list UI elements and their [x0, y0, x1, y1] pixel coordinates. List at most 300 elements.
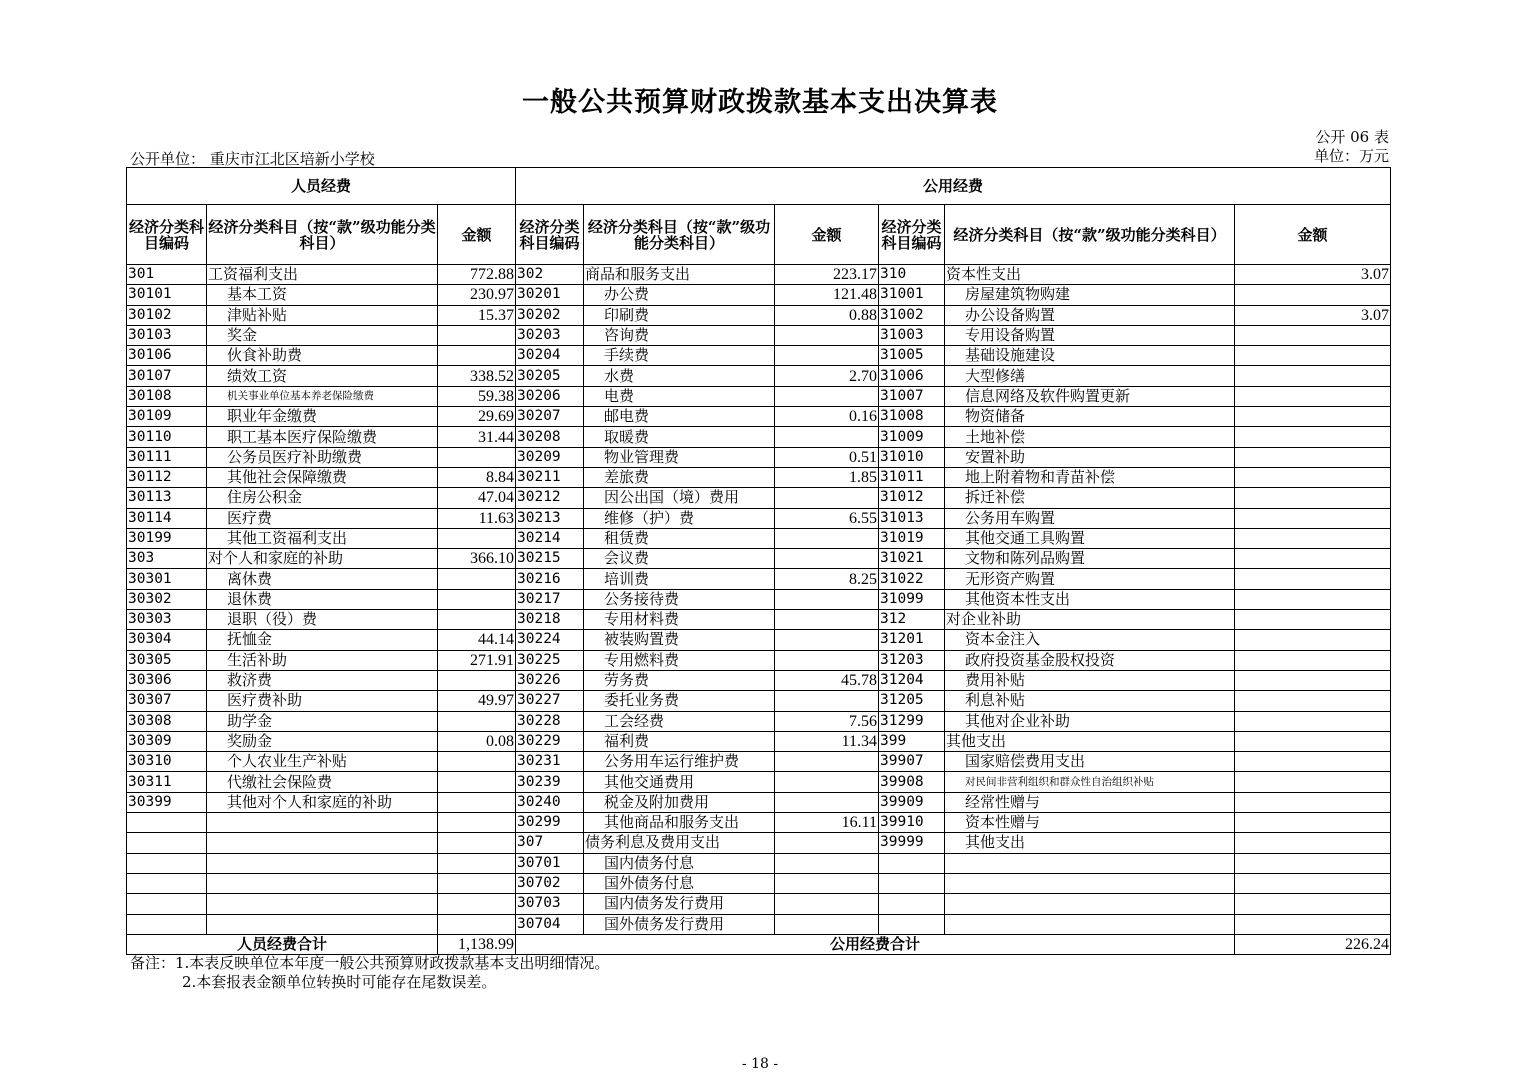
- personnel-code: 30111: [127, 447, 207, 467]
- personnel-total-label: 人员经费合计: [127, 934, 438, 954]
- table-row: [127, 792, 1391, 812]
- personnel-code: 30399: [127, 792, 207, 812]
- public-amount: 0.88: [775, 305, 879, 325]
- public-code: 30224: [516, 630, 584, 650]
- table-row: [127, 691, 1391, 711]
- personnel-code: 30110: [127, 427, 207, 447]
- capital-code: [879, 894, 945, 914]
- personnel-name: 奖金: [207, 325, 438, 345]
- capital-code: 31011: [879, 467, 945, 487]
- personnel-code: 30109: [127, 407, 207, 427]
- table-row: [127, 853, 1391, 873]
- capital-amount: [1235, 853, 1391, 873]
- capital-code: 31021: [879, 549, 945, 569]
- capital-name: 其他交通工具购置: [945, 528, 1235, 548]
- personnel-name: [207, 833, 438, 853]
- capital-amount: [1235, 670, 1391, 690]
- personnel-amount: [438, 813, 516, 833]
- table-row: [127, 813, 1391, 833]
- public-amount: 121.48: [775, 285, 879, 305]
- personnel-code: 301: [127, 265, 207, 285]
- personnel-code: [127, 873, 207, 893]
- public-code: 30231: [516, 752, 584, 772]
- capital-code: 39908: [879, 772, 945, 792]
- personnel-name: 机关事业单位基本养老保险缴费: [207, 386, 438, 406]
- org-label: 公开单位： 重庆市江北区培新小学校: [130, 150, 375, 168]
- personnel-amount: [438, 752, 516, 772]
- personnel-name: 其他对个人和家庭的补助: [207, 792, 438, 812]
- totals-row: [127, 934, 1391, 954]
- capital-name: 信息网络及软件购置更新: [945, 386, 1235, 406]
- personnel-amount: [438, 853, 516, 873]
- public-code: 30216: [516, 569, 584, 589]
- capital-amount: [1235, 488, 1391, 508]
- header-amount: 金额: [775, 205, 879, 265]
- personnel-total-value: 1,138.99: [438, 934, 516, 954]
- personnel-amount: [438, 914, 516, 934]
- table-row: [127, 873, 1391, 893]
- personnel-name: 津贴补贴: [207, 305, 438, 325]
- capital-amount: [1235, 752, 1391, 772]
- personnel-code: [127, 853, 207, 873]
- personnel-code: 30306: [127, 670, 207, 690]
- capital-name: [945, 853, 1235, 873]
- note-line: 备注：1.本表反映单位本年度一般公共预算财政拨款基本支出明细情况。: [130, 954, 610, 972]
- public-name: 劳务费: [584, 670, 775, 690]
- capital-code: 31012: [879, 488, 945, 508]
- capital-name: 办公设备购置: [945, 305, 1235, 325]
- capital-code: 31009: [879, 427, 945, 447]
- capital-amount: [1235, 873, 1391, 893]
- personnel-amount: [438, 528, 516, 548]
- public-code: 302: [516, 265, 584, 285]
- table-row: [127, 528, 1391, 548]
- public-code: 30208: [516, 427, 584, 447]
- capital-code: 31001: [879, 285, 945, 305]
- personnel-name: 退休费: [207, 589, 438, 609]
- capital-amount: [1235, 386, 1391, 406]
- personnel-amount: 59.38: [438, 386, 516, 406]
- capital-name: 政府投资基金股权投资: [945, 650, 1235, 670]
- public-code: 30209: [516, 447, 584, 467]
- public-amount: 11.34: [775, 731, 879, 751]
- personnel-code: 30304: [127, 630, 207, 650]
- public-name: 税金及附加费用: [584, 792, 775, 812]
- public-name: 咨询费: [584, 325, 775, 345]
- capital-name: 专用设备购置: [945, 325, 1235, 345]
- table-row: [127, 711, 1391, 731]
- public-amount: 6.55: [775, 508, 879, 528]
- capital-amount: [1235, 467, 1391, 487]
- personnel-name: [207, 914, 438, 934]
- personnel-name: 职业年金缴费: [207, 407, 438, 427]
- header-code: 经济分类科目编码: [879, 205, 945, 265]
- personnel-code: 30108: [127, 386, 207, 406]
- public-amount: 8.25: [775, 569, 879, 589]
- public-amount: [775, 873, 879, 893]
- capital-code: 39907: [879, 752, 945, 772]
- public-name: 公务接待费: [584, 589, 775, 609]
- table-row: [127, 549, 1391, 569]
- personnel-code: 30303: [127, 610, 207, 630]
- capital-amount: [1235, 549, 1391, 569]
- public-amount: [775, 549, 879, 569]
- personnel-name: 离休费: [207, 569, 438, 589]
- capital-name: 国家赔偿费用支出: [945, 752, 1235, 772]
- capital-name: 拆迁补偿: [945, 488, 1235, 508]
- personnel-name: 抚恤金: [207, 630, 438, 650]
- public-amount: [775, 589, 879, 609]
- capital-amount: [1235, 447, 1391, 467]
- table-row: [127, 325, 1391, 345]
- capital-amount: [1235, 407, 1391, 427]
- public-name: 其他交通费用: [584, 772, 775, 792]
- public-code: 30239: [516, 772, 584, 792]
- personnel-code: 30101: [127, 285, 207, 305]
- capital-amount: [1235, 731, 1391, 751]
- capital-name: 无形资产购置: [945, 569, 1235, 589]
- public-code: 30204: [516, 346, 584, 366]
- personnel-amount: 366.10: [438, 549, 516, 569]
- personnel-code: 30199: [127, 528, 207, 548]
- table-row: [127, 894, 1391, 914]
- capital-code: 39999: [879, 833, 945, 853]
- capital-code: 31022: [879, 569, 945, 589]
- public-amount: 7.56: [775, 711, 879, 731]
- header-amount: 金额: [1235, 205, 1391, 265]
- public-amount: [775, 325, 879, 345]
- capital-code: 31006: [879, 366, 945, 386]
- personnel-amount: 8.84: [438, 467, 516, 487]
- table-row: [127, 447, 1391, 467]
- capital-code: [879, 873, 945, 893]
- capital-name: 文物和陈列品购置: [945, 549, 1235, 569]
- table-row: [127, 386, 1391, 406]
- capital-amount: 3.07: [1235, 305, 1391, 325]
- capital-amount: [1235, 894, 1391, 914]
- personnel-amount: [438, 670, 516, 690]
- capital-amount: [1235, 691, 1391, 711]
- public-name: 其他商品和服务支出: [584, 813, 775, 833]
- personnel-amount: 230.97: [438, 285, 516, 305]
- capital-code: 39909: [879, 792, 945, 812]
- capital-code: 31201: [879, 630, 945, 650]
- public-name: 公务用车运行维护费: [584, 752, 775, 772]
- personnel-amount: [438, 873, 516, 893]
- personnel-amount: [438, 589, 516, 609]
- public-name: 印刷费: [584, 305, 775, 325]
- personnel-name: 个人农业生产补贴: [207, 752, 438, 772]
- public-name: 福利费: [584, 731, 775, 751]
- personnel-name: 对个人和家庭的补助: [207, 549, 438, 569]
- capital-amount: [1235, 589, 1391, 609]
- public-code: 30207: [516, 407, 584, 427]
- table-row: [127, 467, 1391, 487]
- capital-amount: [1235, 569, 1391, 589]
- public-name: 工会经费: [584, 711, 775, 731]
- personnel-name: [207, 853, 438, 873]
- capital-name: 资本金注入: [945, 630, 1235, 650]
- table-row: [127, 569, 1391, 589]
- public-amount: [775, 752, 879, 772]
- public-name: 商品和服务支出: [584, 265, 775, 285]
- public-amount: [775, 853, 879, 873]
- personnel-code: [127, 833, 207, 853]
- public-name: 取暖费: [584, 427, 775, 447]
- public-name: 租赁费: [584, 528, 775, 548]
- public-name: 国内债务发行费用: [584, 894, 775, 914]
- personnel-code: 30112: [127, 467, 207, 487]
- public-name: 办公费: [584, 285, 775, 305]
- table-row: [127, 508, 1391, 528]
- table-row: [127, 772, 1391, 792]
- public-name: 维修（护）费: [584, 508, 775, 528]
- note-line: 2.本套报表金额单位转换时可能存在尾数误差。: [182, 973, 497, 991]
- capital-code: 31007: [879, 386, 945, 406]
- table-row: [127, 670, 1391, 690]
- personnel-amount: [438, 610, 516, 630]
- personnel-code: 30305: [127, 650, 207, 670]
- public-amount: [775, 610, 879, 630]
- capital-name: [945, 873, 1235, 893]
- personnel-code: 30103: [127, 325, 207, 345]
- public-amount: 16.11: [775, 813, 879, 833]
- capital-name: 其他支出: [945, 833, 1235, 853]
- table-row: [127, 407, 1391, 427]
- expenditure-table: [126, 167, 1391, 955]
- capital-name: 土地补偿: [945, 427, 1235, 447]
- personnel-amount: 11.63: [438, 508, 516, 528]
- personnel-name: 救济费: [207, 670, 438, 690]
- capital-amount: [1235, 914, 1391, 934]
- capital-name: 经常性赠与: [945, 792, 1235, 812]
- public-amount: [775, 427, 879, 447]
- personnel-code: 30310: [127, 752, 207, 772]
- personnel-amount: 271.91: [438, 650, 516, 670]
- capital-name: 利息补贴: [945, 691, 1235, 711]
- table-row: [127, 731, 1391, 751]
- public-amount: 223.17: [775, 265, 879, 285]
- page-title: 一般公共预算财政拨款基本支出决算表: [522, 87, 998, 118]
- capital-name: 地上附着物和青苗补偿: [945, 467, 1235, 487]
- personnel-amount: [438, 325, 516, 345]
- capital-amount: [1235, 528, 1391, 548]
- personnel-code: 303: [127, 549, 207, 569]
- public-name: 水费: [584, 366, 775, 386]
- capital-code: 31003: [879, 325, 945, 345]
- capital-amount: [1235, 833, 1391, 853]
- unit-label: 单位：万元: [1313, 147, 1389, 165]
- personnel-amount: [438, 711, 516, 731]
- public-code: 30212: [516, 488, 584, 508]
- header-code: 经济分类科目编码: [127, 205, 207, 265]
- public-amount: [775, 488, 879, 508]
- public-name: 手续费: [584, 346, 775, 366]
- public-name: 会议费: [584, 549, 775, 569]
- public-amount: 0.51: [775, 447, 879, 467]
- capital-amount: [1235, 346, 1391, 366]
- public-amount: [775, 650, 879, 670]
- personnel-amount: 338.52: [438, 366, 516, 386]
- personnel-amount: 15.37: [438, 305, 516, 325]
- personnel-amount: [438, 569, 516, 589]
- public-code: 30702: [516, 873, 584, 893]
- public-code: 30704: [516, 914, 584, 934]
- public-name: 因公出国（境）费用: [584, 488, 775, 508]
- public-amount: 45.78: [775, 670, 879, 690]
- personnel-code: 30107: [127, 366, 207, 386]
- header-name: 经济分类科目（按“款”级功能分类科目）: [584, 205, 775, 265]
- public-name: 电费: [584, 386, 775, 406]
- personnel-amount: 31.44: [438, 427, 516, 447]
- personnel-code: 30302: [127, 589, 207, 609]
- public-code: 30701: [516, 853, 584, 873]
- public-code: 30202: [516, 305, 584, 325]
- personnel-code: [127, 914, 207, 934]
- public-code: 30206: [516, 386, 584, 406]
- table-row: [127, 752, 1391, 772]
- personnel-name: 职工基本医疗保险缴费: [207, 427, 438, 447]
- public-name: 国外债务付息: [584, 873, 775, 893]
- table-row: [127, 610, 1391, 630]
- personnel-name: [207, 873, 438, 893]
- personnel-amount: 772.88: [438, 265, 516, 285]
- capital-code: 31008: [879, 407, 945, 427]
- personnel-name: 医疗费补助: [207, 691, 438, 711]
- capital-name: 其他支出: [945, 731, 1235, 751]
- public-amount: [775, 894, 879, 914]
- table-code: 公开 06 表: [1315, 128, 1389, 146]
- capital-amount: [1235, 772, 1391, 792]
- capital-amount: [1235, 792, 1391, 812]
- table-row: [127, 488, 1391, 508]
- capital-name: 对民间非营利组织和群众性自治组织补贴: [945, 772, 1235, 792]
- public-code: 30225: [516, 650, 584, 670]
- capital-code: [879, 914, 945, 934]
- capital-name: 资本性赠与: [945, 813, 1235, 833]
- section-public-header: 公用经费: [516, 168, 1391, 205]
- public-code: 30205: [516, 366, 584, 386]
- personnel-code: 30307: [127, 691, 207, 711]
- public-name: 债务利息及费用支出: [584, 833, 775, 853]
- public-name: 邮电费: [584, 407, 775, 427]
- public-amount: [775, 833, 879, 853]
- capital-amount: 3.07: [1235, 265, 1391, 285]
- public-code: 30211: [516, 467, 584, 487]
- personnel-name: [207, 894, 438, 914]
- personnel-name: 退职（役）费: [207, 610, 438, 630]
- personnel-amount: [438, 772, 516, 792]
- public-amount: [775, 691, 879, 711]
- public-name: 委托业务费: [584, 691, 775, 711]
- capital-amount: [1235, 813, 1391, 833]
- personnel-amount: [438, 833, 516, 853]
- personnel-code: 30113: [127, 488, 207, 508]
- personnel-name: 工资福利支出: [207, 265, 438, 285]
- personnel-code: [127, 894, 207, 914]
- capital-amount: [1235, 711, 1391, 731]
- public-name: 培训费: [584, 569, 775, 589]
- header-amount: 金额: [438, 205, 516, 265]
- personnel-code: 30311: [127, 772, 207, 792]
- capital-code: 31002: [879, 305, 945, 325]
- personnel-amount: [438, 792, 516, 812]
- personnel-name: 代缴社会保险费: [207, 772, 438, 792]
- personnel-name: 基本工资: [207, 285, 438, 305]
- public-amount: [775, 792, 879, 812]
- table-row: [127, 305, 1391, 325]
- capital-name: 其他资本性支出: [945, 589, 1235, 609]
- capital-amount: [1235, 427, 1391, 447]
- capital-name: 公务用车购置: [945, 508, 1235, 528]
- header-code: 经济分类科目编码: [516, 205, 584, 265]
- capital-name: [945, 894, 1235, 914]
- public-code: 30226: [516, 670, 584, 690]
- public-code: 30214: [516, 528, 584, 548]
- personnel-name: 住房公积金: [207, 488, 438, 508]
- personnel-name: 生活补助: [207, 650, 438, 670]
- public-amount: [775, 386, 879, 406]
- personnel-code: 30308: [127, 711, 207, 731]
- personnel-name: 其他工资福利支出: [207, 528, 438, 548]
- personnel-name: 奖励金: [207, 731, 438, 751]
- public-code: 30703: [516, 894, 584, 914]
- capital-name: 其他对企业补助: [945, 711, 1235, 731]
- public-name: 国外债务发行费用: [584, 914, 775, 934]
- public-name: 物业管理费: [584, 447, 775, 467]
- personnel-name: 伙食补助费: [207, 346, 438, 366]
- capital-code: 31013: [879, 508, 945, 528]
- capital-code: 31005: [879, 346, 945, 366]
- capital-code: 312: [879, 610, 945, 630]
- public-code: 30215: [516, 549, 584, 569]
- public-name: 国内债务付息: [584, 853, 775, 873]
- public-amount: 2.70: [775, 366, 879, 386]
- personnel-amount: [438, 447, 516, 467]
- public-code: 30229: [516, 731, 584, 751]
- table-row: [127, 346, 1391, 366]
- header-name: 经济分类科目（按“款”级功能分类科目）: [945, 205, 1235, 265]
- personnel-name: 助学金: [207, 711, 438, 731]
- capital-code: 31019: [879, 528, 945, 548]
- public-amount: [775, 630, 879, 650]
- capital-code: 31299: [879, 711, 945, 731]
- header-name: 经济分类科目（按“款”级功能分类科目）: [207, 205, 438, 265]
- table-row: [127, 285, 1391, 305]
- table-row: [127, 265, 1391, 285]
- table-row: [127, 650, 1391, 670]
- public-total-label: 公用经费合计: [516, 934, 1235, 954]
- personnel-name: 绩效工资: [207, 366, 438, 386]
- capital-code: 310: [879, 265, 945, 285]
- capital-amount: [1235, 630, 1391, 650]
- capital-amount: [1235, 366, 1391, 386]
- table-row: [127, 833, 1391, 853]
- public-name: 被装购置费: [584, 630, 775, 650]
- personnel-name: 其他社会保障缴费: [207, 467, 438, 487]
- personnel-amount: 47.04: [438, 488, 516, 508]
- capital-code: 31205: [879, 691, 945, 711]
- public-amount: 1.85: [775, 467, 879, 487]
- public-amount: [775, 914, 879, 934]
- public-code: 30217: [516, 589, 584, 609]
- capital-code: 31010: [879, 447, 945, 467]
- capital-name: 费用补贴: [945, 670, 1235, 690]
- section-personnel-header: 人员经费: [127, 168, 516, 205]
- capital-name: 资本性支出: [945, 265, 1235, 285]
- capital-name: [945, 914, 1235, 934]
- capital-amount: [1235, 285, 1391, 305]
